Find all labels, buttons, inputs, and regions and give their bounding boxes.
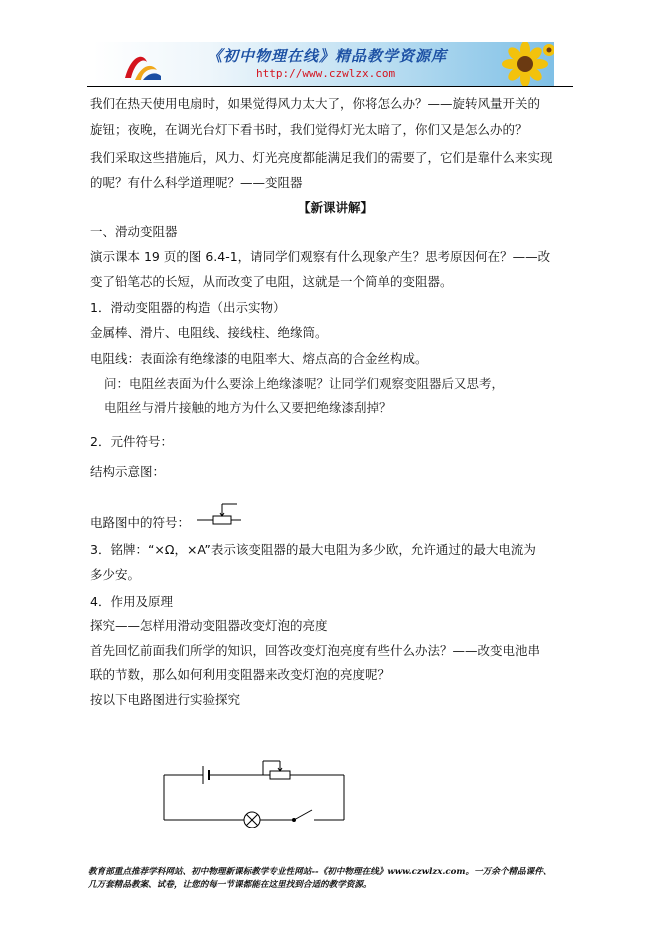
- paragraph-line: 我们采取这些措施后，风力、灯光亮度都能满足我们的需要了，它们是靠什么来实现: [90, 150, 553, 165]
- rheostat-in-circuit: [263, 761, 290, 779]
- question-line: 问：电阻丝表面为什么要涂上绝缘漆呢？让同学们观察变阻器后又思考，: [104, 376, 505, 391]
- paragraph-line: 首先回忆前面我们所学的知识，回答改变灯泡亮度有些什么办法？——改变电池串: [90, 643, 541, 658]
- subheading: 4．作用及原理: [90, 594, 173, 609]
- banner-url: http://www.czwlzx.com: [256, 67, 396, 80]
- sunflower-icon: [497, 42, 554, 86]
- paragraph-line: 联的节数，那么如何利用变阻器来改变灯泡的亮度呢？: [90, 667, 391, 682]
- subheading: 1．滑动变阻器的构造（出示实物）: [90, 300, 286, 315]
- footer-line: 教育部重点推荐学科网站、初中物理新课标教学专业性网站--《初中物理在线》www.czwlzx.com。一万余个精品课件、: [88, 867, 552, 877]
- heading: 一、滑动变阻器: [90, 224, 178, 239]
- switch-icon: [293, 810, 313, 822]
- header-banner: [93, 42, 554, 86]
- site-logo-icon: [121, 48, 165, 82]
- section-title: 【新课讲解】: [298, 200, 374, 215]
- header-rule: [87, 86, 573, 87]
- paragraph-line: 3．铭牌：“×Ω，×A”表示该变阻器的最大电阻为多少欧，允许通过的最大电流为: [90, 542, 536, 557]
- subheading: 2．元件符号：: [90, 434, 173, 449]
- circuit-diagram: [160, 758, 348, 828]
- rheostat-symbol-icon: [195, 503, 243, 527]
- paragraph-line: 探究——怎样用滑动变阻器改变灯泡的亮度: [90, 618, 328, 633]
- paragraph-line: 我们在热天使用电扇时，如果觉得风力太大了，你将怎么办？——旋转风量开关的: [90, 96, 541, 111]
- battery-icon: [203, 766, 209, 784]
- question-line: 电阻丝与滑片接触的地方为什么又要把绝缘漆刮掉？: [104, 400, 392, 415]
- paragraph-line: 变了铅笔芯的长短，从而改变了电阻，这就是一个简单的变阻器。: [90, 274, 453, 289]
- paragraph-line: 电阻线：表面涂有绝缘漆的电阻率大、熔点高的合金丝构成。: [90, 351, 428, 366]
- paragraph-line: 演示课本 19 页的图 6.4-1，请同学们观察有什么现象产生？思考原因何在？——改: [90, 249, 551, 264]
- paragraph-line: 旋钮；夜晚，在调光台灯下看书时，我们觉得灯光太暗了，你们又是怎么办的？: [90, 122, 528, 137]
- lamp-icon: [244, 812, 260, 828]
- banner-title: 《初中物理在线》精品教学资源库: [207, 47, 448, 65]
- paragraph-line: 金属棒、滑片、电阻线、接线柱、绝缘筒。: [90, 325, 328, 340]
- paragraph-line: 结构示意图：: [90, 464, 166, 479]
- paragraph-line: 电路图中的符号：: [90, 515, 191, 530]
- paragraph-line: 按以下电路图进行实验探究: [90, 692, 241, 707]
- paragraph-line: 的呢？有什么科学道理呢？——变阻器: [90, 175, 303, 190]
- footer-line: 几万套精品教案、试卷，让您的每一节课都能在这里找到合适的教学资源。: [88, 880, 372, 890]
- paragraph-line: 多少安。: [90, 567, 141, 582]
